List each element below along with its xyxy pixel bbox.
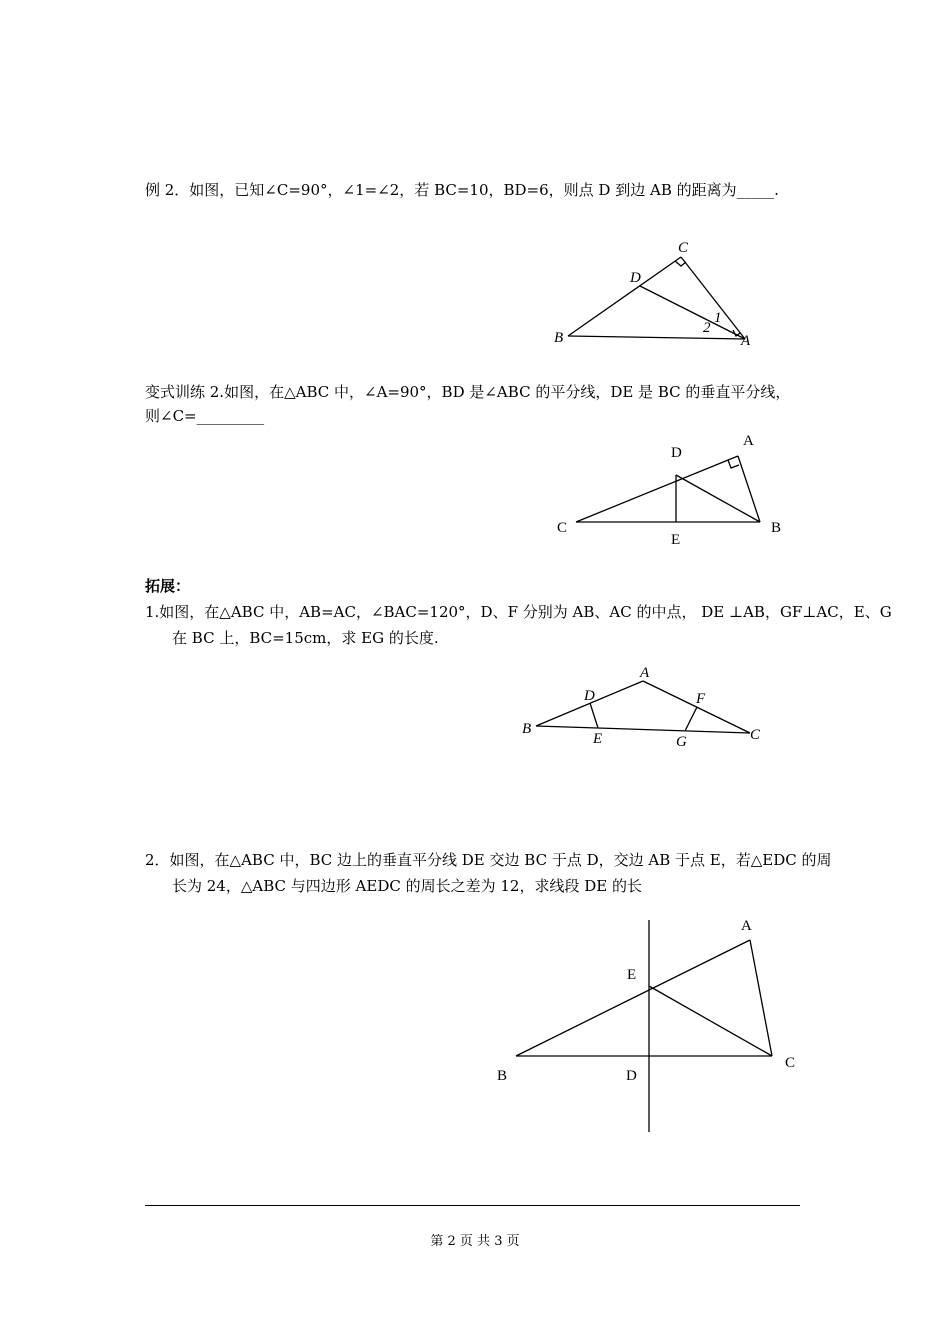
figure2-lines [576, 456, 760, 522]
fig4-label-C: C [785, 1055, 796, 1071]
variant2-line1: 变式训练 2.如图，在△ABC 中，∠A=90°，BD 是∠ABC 的平分线，DE 是 BC 的垂直平分线， [145, 383, 791, 401]
footer-rule [145, 1205, 800, 1206]
extension-heading: 拓展： [145, 577, 191, 595]
figure3-lines [536, 681, 750, 733]
fig2-label-C: C [557, 520, 568, 536]
fig2-label-D: D [671, 445, 682, 461]
fig4-label-E: E [627, 967, 637, 983]
fig1-label-D: D [630, 270, 641, 286]
fig2-label-E: E [671, 532, 681, 548]
fig1-label-B: B [554, 330, 564, 346]
fig1-label-angle2: 2 [703, 320, 711, 336]
example2-text: 例 2．如图，已知∠C=90°，∠1=∠2，若 BC=10，BD=6，则点 D 到边 AB 的距离为_____. [145, 181, 779, 199]
fig2-label-B: B [771, 520, 782, 536]
fig4-label-D: D [626, 1068, 637, 1084]
fig1-label-C: C [678, 240, 689, 256]
fig3-label-E: E [593, 731, 603, 747]
fig4-label-B: B [497, 1068, 508, 1084]
page-number: 第 2 页 共 3 页 [430, 1234, 520, 1249]
fig3-label-F: F [696, 691, 706, 707]
problem1-line1: 1.如图，在△ABC 中，AB=AC，∠BAC=120°，D、F 分别为 AB、AC 的中点， DE ⊥AB，GF⊥AC，E、G [145, 603, 892, 621]
figure4-lines [516, 920, 772, 1132]
problem2-line1: 2．如图，在△ABC 中，BC 边上的垂直平分线 DE 交边 BC 于点 D，交边 AB 于点 E，若△EDC 的周 [145, 851, 832, 869]
fig3-label-B: B [522, 721, 532, 737]
problem1-line2: 在 BC 上，BC=15cm，求 EG 的长度. [172, 629, 439, 647]
fig3-label-D: D [584, 688, 595, 704]
fig4-label-A: A [741, 918, 752, 934]
fig1-label-angle1: 1 [714, 310, 722, 326]
fig2-label-A: A [743, 433, 754, 449]
figure1-lines [568, 257, 745, 339]
problem2-line2: 长为 24，△ABC 与四边形 AEDC 的周长之差为 12，求线段 DE 的长 [172, 877, 642, 895]
variant2-line2: 则∠C=_________ [145, 407, 265, 425]
fig3-label-C: C [750, 727, 761, 743]
fig1-label-A: A [741, 333, 751, 349]
fig3-label-G: G [676, 734, 687, 750]
fig3-label-A: A [640, 665, 650, 681]
